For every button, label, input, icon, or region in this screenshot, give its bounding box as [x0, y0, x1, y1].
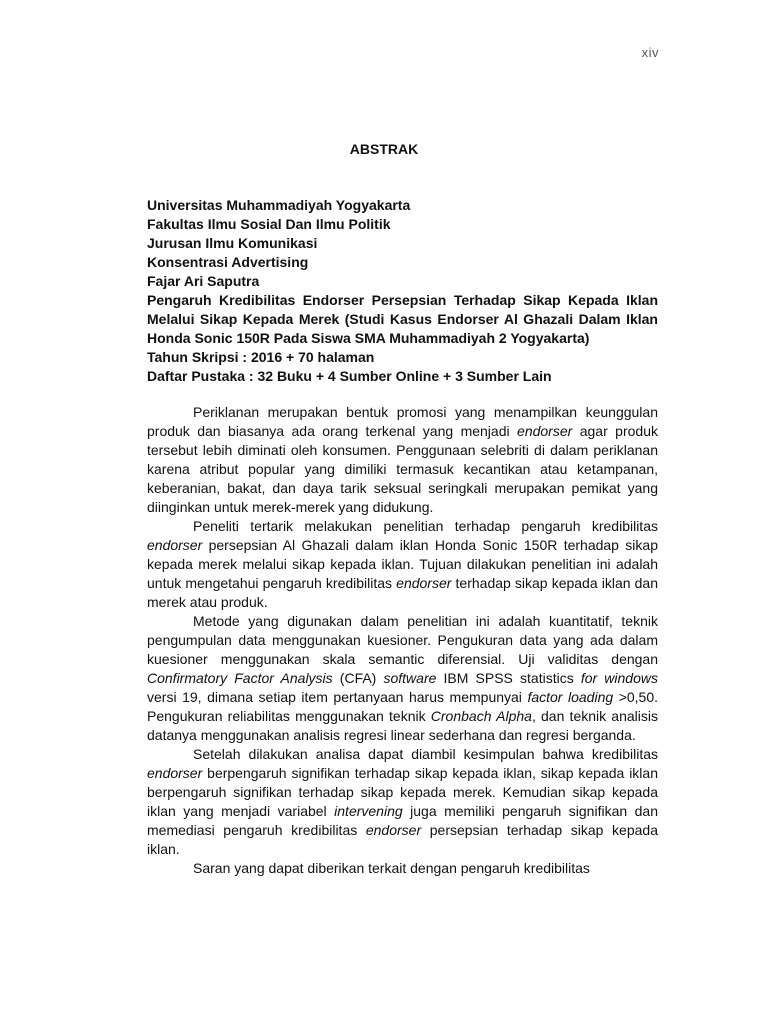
- page-title: ABSTRAK: [349, 141, 419, 157]
- department-name: Jurusan Ilmu Komunikasi: [147, 235, 318, 251]
- thesis-year-pages: Tahun Skripsi : 2016 + 70 halaman: [147, 349, 375, 365]
- abstract-paragraph-3: [147, 612, 658, 745]
- bibliography-count: Daftar Pustaka : 32 Buku + 4 Sumber Online + 3 Sumber Lain: [147, 368, 552, 384]
- author-name: Fajar Ari Saputra: [147, 273, 260, 289]
- faculty-name: Fakultas Ilmu Sosial Dan Ilmu Politik: [147, 216, 391, 232]
- text-run: (CFA): [332, 670, 384, 686]
- text-run: persepsian Al Ghazali dalam iklan Honda Sonic 150R terhadap sikap kepada merek melalui sikap kepada iklan. Tujuan dilakukan penelitian ini adalah untuk mengetahui pengaruh kredibilitas: [147, 537, 658, 591]
- italic-term: intervening: [334, 803, 403, 819]
- university-name: Universitas Muhammadiyah Yogyakarta: [147, 197, 411, 213]
- text-run: juga memiliki pengaruh signifikan dan memediasi pengaruh kredibilitas: [147, 803, 658, 838]
- thesis-title: Pengaruh Kredibilitas Endorser Persepsian Terhadap Sikap Kepada Iklan Melalui Sikap Kepada Merek (Studi Kasus Endorser Al Ghazali Dalam Iklan Honda Sonic 150R Pada Siswa SMA Muhammadiyah 2 Yogyakarta): [147, 292, 658, 346]
- text-run: berpengaruh signifikan terhadap sikap kepada iklan, sikap kepada iklan berpengaruh signifikan terhadap sikap kepada merek. Kemudian sikap kepada iklan yang menjadi variabel: [147, 765, 658, 819]
- text-run: agar produk tersebut lebih diminati oleh konsumen. Penggunaan selebriti di dalam periklanan karena atribut popular yang dimiliki termasuk kecantikan atau ketampanan, keberanian, bakat, dan daya tarik seksual seringkali merupakan pemikat yang diinginkan untuk merek-merek yang didukung.: [147, 423, 658, 515]
- text-run: IBM SPSS statistics: [436, 670, 581, 686]
- italic-term: Cronbach Alpha: [430, 708, 532, 724]
- text-run: Metode yang digunakan dalam penelitian ini adalah kuantitatif, teknik pengumpulan data menggunakan kuesioner. Pengukuran data yang ada dalam kuesioner menggunakan skala semantic diferensial. Uji validitas dengan: [147, 613, 658, 667]
- italic-term: Confirmatory Factor Analysis: [147, 670, 333, 686]
- text-run: Peneliti tertarik melakukan penelitian terhadap pengaruh kredibilitas: [193, 518, 658, 534]
- text-run: >0,50. Pengukuran reliabilitas menggunakan teknik: [147, 689, 659, 724]
- thesis-header: [147, 196, 658, 386]
- text-run: versi 19, dimana setiap item pertanyaan harus mempunyai: [147, 689, 528, 705]
- abstract-paragraph-2: [147, 517, 658, 612]
- italic-term: endorser: [365, 822, 422, 838]
- abstract-paragraph-5: [147, 859, 658, 878]
- text-run: terhadap sikap kepada iklan dan merek atau produk.: [147, 575, 658, 610]
- text-run: , dan teknik analisis datanya menggunakan analisis regresi linear sederhana dan regresi berganda.: [147, 708, 658, 743]
- abstract-paragraph-1: [147, 403, 658, 517]
- italic-term: software: [383, 670, 437, 686]
- italic-term: for windows: [580, 670, 658, 686]
- abstract-body: [147, 403, 658, 878]
- text-run: Saran yang dapat diberikan terkait dengan pengaruh kredibilitas: [193, 860, 590, 876]
- abstract-paragraph-4: [147, 745, 658, 859]
- text-run: Setelah dilakukan analisa dapat diambil kesimpulan bahwa kredibilitas: [193, 746, 658, 762]
- italic-term: endorser: [517, 423, 573, 439]
- text-run: Periklanan merupakan bentuk promosi yang menampilkan keunggulan produk dan biasanya ada orang terkenal yang menjadi: [147, 404, 658, 439]
- text-run: persepsian terhadap sikap kepada iklan.: [147, 822, 658, 857]
- italic-term: endorser: [147, 537, 203, 553]
- italic-term: endorser: [396, 575, 452, 591]
- italic-term: factor loading: [527, 689, 614, 705]
- page-number: xiv: [641, 45, 659, 60]
- italic-term: endorser: [147, 765, 203, 781]
- concentration-name: Konsentrasi Advertising: [147, 254, 309, 270]
